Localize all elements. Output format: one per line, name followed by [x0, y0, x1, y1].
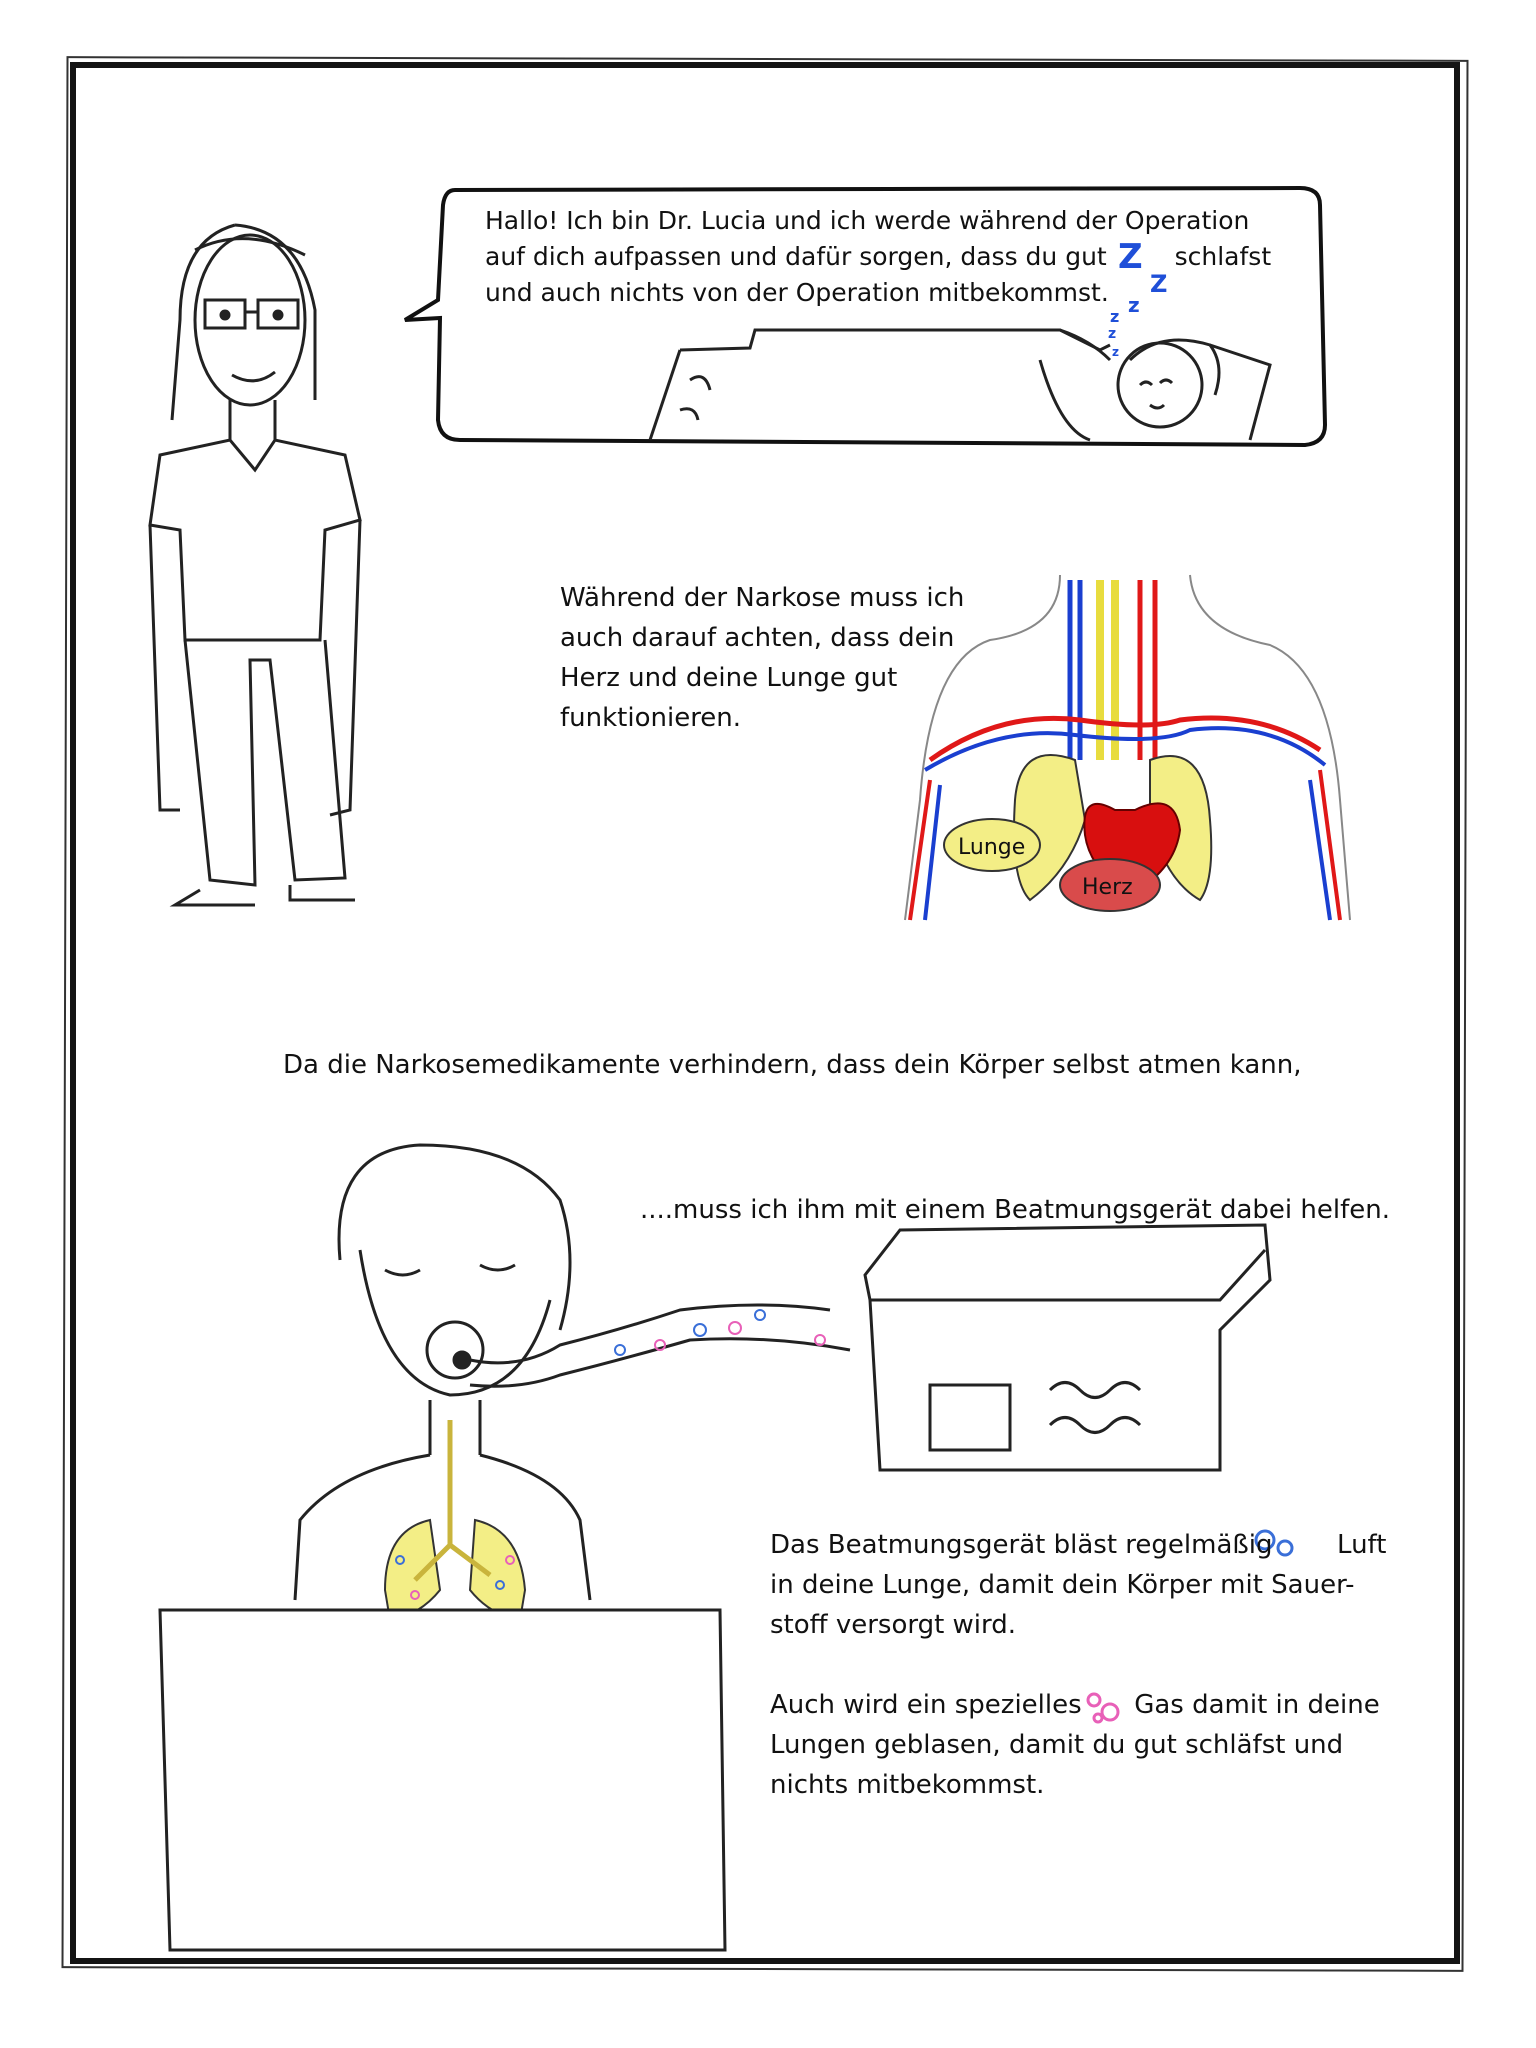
explanation-para1-line2: in deine Lunge, damit dein Körper mit Sauer- — [770, 1570, 1355, 1600]
speech-bubble-text — [485, 203, 1305, 311]
lung-small-right — [470, 1520, 525, 1620]
explanation-para2-line1 — [770, 1685, 1410, 1725]
explanation-para2-gas: Gas damit in deine — [1134, 1690, 1380, 1720]
breathing-line-2: ....muss ich ihm mit einem Beatmungsgerät dabei helfen. — [640, 1195, 1390, 1225]
narkose-line-4: funktionieren. — [560, 703, 742, 733]
explanation-para1-luft: Luft — [1337, 1530, 1387, 1560]
breathing-line-1: Da die Narkosemedikamente verhindern, dass dein Körper selbst atmen kann, — [283, 1050, 1302, 1080]
explanation-para1-line1 — [770, 1525, 1410, 1565]
narkose-line-2: auch darauf achten, dass dein — [560, 623, 955, 653]
lung-small-left — [385, 1520, 440, 1620]
svg-text:Z: Z — [1118, 237, 1143, 277]
speech-line-2 — [485, 239, 1305, 275]
lunge-label: Lunge — [958, 835, 1026, 860]
explanation-para1-line3: stoff versorgt wird. — [770, 1610, 1017, 1640]
doctor-lucia-figure — [150, 225, 360, 905]
speech-line-1: Hallo! Ich bin Dr. Lucia und ich werde während der Operation — [485, 206, 1250, 235]
narkose-line-3: Herz und deine Lunge gut — [560, 663, 898, 693]
explanation-text — [770, 1525, 1410, 1805]
svg-text:Z: Z — [1150, 270, 1168, 298]
svg-text:z: z — [1112, 345, 1119, 359]
herz-label: Herz — [1082, 875, 1133, 900]
speech-line-2-text: auf dich aufpassen und dafür sorgen, dass du gut — [485, 242, 1107, 271]
svg-text:z: z — [1128, 293, 1140, 317]
explanation-para2-line3: nichts mitbekommst. — [770, 1770, 1045, 1800]
ventilator-machine — [865, 1225, 1270, 1470]
narkose-line-1: Während der Narkose muss ich — [560, 583, 965, 613]
svg-text:z: z — [1110, 307, 1120, 326]
explanation-para1-start: Das Beatmungsgerät bläst regelmäßig — [770, 1530, 1273, 1560]
svg-text:z: z — [1108, 326, 1117, 342]
narkose-text — [560, 578, 1000, 738]
explanation-para2-line2: Lungen geblasen, damit du gut schläfst und — [770, 1730, 1344, 1760]
speech-line-2-end: schlafst — [1174, 242, 1272, 271]
speech-line-3: und auch nichts von der Operation mitbekommst. — [485, 278, 1109, 307]
explanation-para2-start: Auch wird ein spezielles — [770, 1690, 1082, 1720]
